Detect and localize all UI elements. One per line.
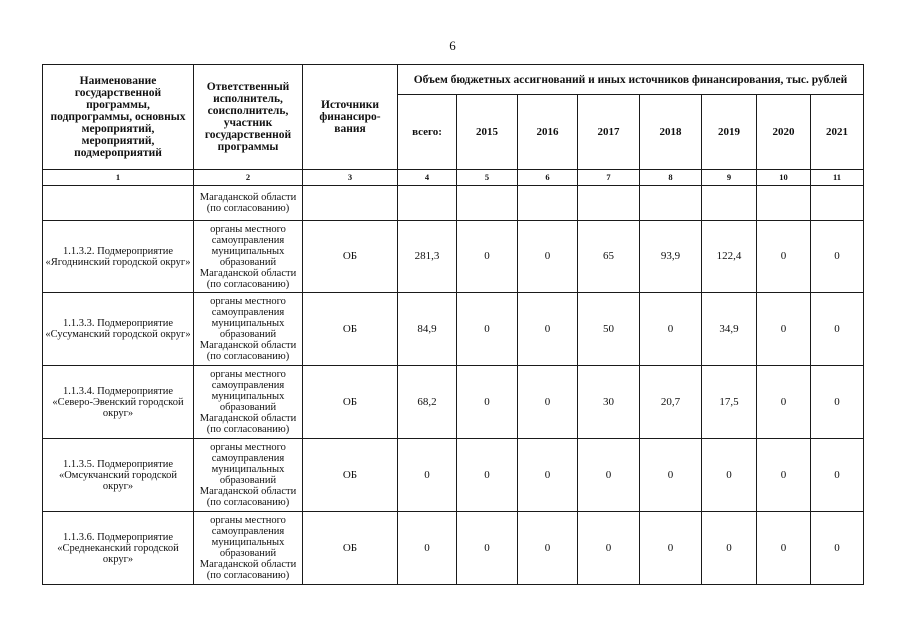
column-number: 4 <box>398 170 457 186</box>
header-year: 2019 <box>702 95 757 170</box>
column-number: 1 <box>43 170 194 186</box>
header-source: Источники финансиро-вания <box>303 65 398 170</box>
cell-value <box>640 186 702 221</box>
column-number: 11 <box>811 170 864 186</box>
cell-value: 0 <box>811 439 864 512</box>
cell-value: 34,9 <box>702 293 757 366</box>
cell-value: 0 <box>457 221 518 293</box>
cell-executor: органы местного самоуправления муниципальных образований Магаданской области (по согласованию) <box>194 221 303 293</box>
column-number: 7 <box>578 170 640 186</box>
column-number: 10 <box>757 170 811 186</box>
cell-name: 1.1.3.6. Подмероприятие «Среднеканский городской округ» <box>43 512 194 585</box>
cell-value: 84,9 <box>398 293 457 366</box>
cell-value: 0 <box>757 512 811 585</box>
cell-value: 50 <box>578 293 640 366</box>
cell-value: 0 <box>702 439 757 512</box>
cell-executor: органы местного самоуправления муниципальных образований Магаданской области (по согласованию) <box>194 439 303 512</box>
cell-name: 1.1.3.5. Подмероприятие «Омсукчанский городской округ» <box>43 439 194 512</box>
table-row <box>43 439 864 512</box>
column-number: 3 <box>303 170 398 186</box>
cell-value: 0 <box>757 439 811 512</box>
header-year: 2016 <box>518 95 578 170</box>
cell-value: 93,9 <box>640 221 702 293</box>
cell-value: 0 <box>578 512 640 585</box>
cell-source: ОБ <box>303 293 398 366</box>
cell-value: 0 <box>398 439 457 512</box>
cell-executor: органы местного самоуправления муниципальных образований Магаданской области (по согласованию) <box>194 512 303 585</box>
column-number: 8 <box>640 170 702 186</box>
header-name: Наименование государственной программы, подпрограммы, основных мероприятий, мероприятий, подмероприятий <box>43 65 194 170</box>
cell-value: 0 <box>518 293 578 366</box>
cell-value: 122,4 <box>702 221 757 293</box>
cell-value: 0 <box>578 439 640 512</box>
cell-source: ОБ <box>303 221 398 293</box>
cell-name: 1.1.3.2. Подмероприятие «Ягоднинский городской округ» <box>43 221 194 293</box>
table-row <box>43 221 864 293</box>
header-year: 2017 <box>578 95 640 170</box>
table-row <box>43 512 864 585</box>
cell-value <box>702 186 757 221</box>
header-year: 2015 <box>457 95 518 170</box>
cell-value: 0 <box>757 293 811 366</box>
cell-value: 0 <box>457 293 518 366</box>
cell-value <box>518 186 578 221</box>
cell-name <box>43 186 194 221</box>
table-row <box>43 293 864 366</box>
cell-value: 20,7 <box>640 366 702 439</box>
cell-value <box>811 186 864 221</box>
column-number: 6 <box>518 170 578 186</box>
cell-value: 0 <box>757 366 811 439</box>
cell-value: 0 <box>457 439 518 512</box>
cell-value: 0 <box>518 366 578 439</box>
cell-value: 0 <box>518 439 578 512</box>
cell-value: 0 <box>398 512 457 585</box>
cell-source: ОБ <box>303 439 398 512</box>
cell-name: 1.1.3.4. Подмероприятие «Северо-Эвенский городской округ» <box>43 366 194 439</box>
header-year: 2020 <box>757 95 811 170</box>
cell-source <box>303 186 398 221</box>
cell-executor: Магаданской области (по согласованию) <box>194 186 303 221</box>
cell-executor: органы местного самоуправления муниципальных образований Магаданской области (по согласованию) <box>194 293 303 366</box>
header-year: 2018 <box>640 95 702 170</box>
header-year: 2021 <box>811 95 864 170</box>
column-number: 9 <box>702 170 757 186</box>
cell-value: 0 <box>757 221 811 293</box>
header-executor: Ответственный исполнитель, соисполнитель, участник государственной программы <box>194 65 303 170</box>
cell-value: 68,2 <box>398 366 457 439</box>
cell-value: 17,5 <box>702 366 757 439</box>
cell-value: 281,3 <box>398 221 457 293</box>
table-row <box>43 366 864 439</box>
cell-value <box>757 186 811 221</box>
cell-value: 0 <box>457 512 518 585</box>
cell-value: 0 <box>518 221 578 293</box>
cell-value: 0 <box>640 293 702 366</box>
cell-source: ОБ <box>303 366 398 439</box>
cell-value: 0 <box>811 221 864 293</box>
column-number: 5 <box>457 170 518 186</box>
cell-value <box>457 186 518 221</box>
header-volume: Объем бюджетных ассигнований и иных источников финансирования, тыс. рублей <box>398 65 864 95</box>
budget-table <box>42 64 864 585</box>
cell-value: 0 <box>640 439 702 512</box>
cell-value: 0 <box>640 512 702 585</box>
cell-value: 0 <box>811 293 864 366</box>
cell-value: 0 <box>457 366 518 439</box>
table-row <box>43 186 864 221</box>
cell-source: ОБ <box>303 512 398 585</box>
column-number: 2 <box>194 170 303 186</box>
cell-value <box>578 186 640 221</box>
cell-executor: органы местного самоуправления муниципальных образований Магаданской области (по согласованию) <box>194 366 303 439</box>
cell-value: 30 <box>578 366 640 439</box>
cell-value: 0 <box>702 512 757 585</box>
cell-value: 65 <box>578 221 640 293</box>
page-number: 6 <box>449 38 456 53</box>
cell-value <box>398 186 457 221</box>
cell-value: 0 <box>811 512 864 585</box>
header-total: всего: <box>398 95 457 170</box>
cell-name: 1.1.3.3. Подмероприятие «Сусуманский городской округ» <box>43 293 194 366</box>
cell-value: 0 <box>811 366 864 439</box>
cell-value: 0 <box>518 512 578 585</box>
